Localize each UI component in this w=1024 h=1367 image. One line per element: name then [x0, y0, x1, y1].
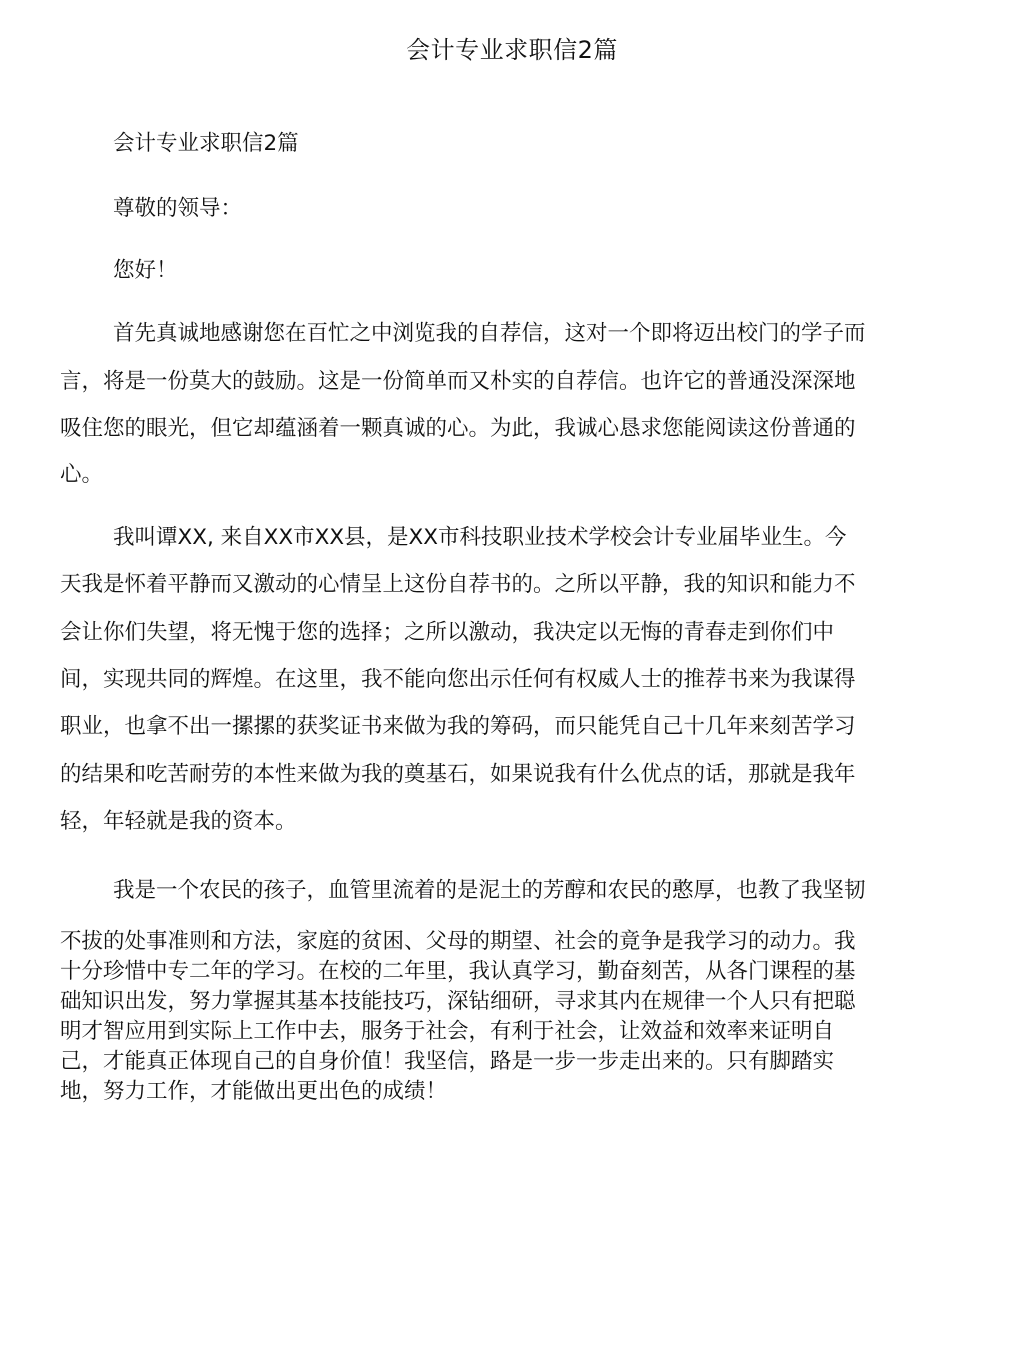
- document-title: 会计专业求职信2篇: [406, 36, 618, 64]
- paragraph-line: 础知识出发，努力掌握其基本技能技巧，深钻细研，寻求其内在规律一个人只有把聪: [60, 989, 856, 1014]
- paragraph-line: 轻，年轻就是我的资本。: [60, 809, 297, 834]
- paragraph-line: 明才智应用到实际上工作中去，服务于社会，有利于社会，让效益和效率来证明自: [60, 1019, 835, 1044]
- paragraph-line: 不拔的处事准则和方法，家庭的贫困、父母的期望、社会的竟争是我学习的动力。我: [60, 929, 856, 954]
- paragraph-line: 言，将是一份莫大的鼓励。这是一份简单而又朴实的自荐信。也许它的普通没深深地: [60, 369, 856, 394]
- paragraph-line: 己，才能真正体现自己的自身价值！我坚信，路是一步一步走出来的。只有脚踏实: [60, 1049, 835, 1074]
- paragraph-line: 会让你们失望，将无愧于您的选择；之所以激动，我决定以无悔的青春走到你们中: [60, 620, 835, 645]
- greeting: 您好！: [113, 258, 178, 283]
- paragraph-line: 心。: [60, 462, 104, 487]
- salutation: 尊敬的领导：: [113, 196, 243, 221]
- paragraph-line: 十分珍惜中专二年的学习。在校的二年里，我认真学习，勤奋刻苦，从各门课程的基: [60, 959, 856, 984]
- paragraph-line: 我叫谭XX, 来自XX市XX县，是XX市科技职业技术学校会计专业届毕业生。今: [113, 525, 847, 550]
- paragraph-line: 吸住您的眼光，但它却蕴涵着一颗真诚的心。为此，我诚心恳求您能阅读这份普通的: [60, 416, 856, 441]
- paragraph-line: 职业，也拿不出一摞摞的获奖证书来做为我的筹码，而只能凭自己十几年来刻苦学习: [60, 714, 856, 739]
- paragraph-line: 我是一个农民的孩子，血管里流着的是泥土的芳醇和农民的憨厚，也教了我坚韧: [113, 878, 866, 903]
- paragraph-line: 地，努力工作，才能做出更出色的成绩！: [60, 1079, 448, 1104]
- paragraph-line: 首先真诚地感谢您在百忙之中浏览我的自荐信，这对一个即将迈出校门的学子而: [113, 321, 866, 346]
- paragraph-line: 间，实现共同的辉煌。在这里，我不能向您出示任何有权威人士的推荐书来为我谋得: [60, 667, 856, 692]
- subtitle: 会计专业求职信2篇: [113, 131, 299, 156]
- paragraph-line: 天我是怀着平静而又激动的心情呈上这份自荐书的。之所以平静，我的知识和能力不: [60, 572, 856, 597]
- paragraph-line: 的结果和吃苦耐劳的本性来做为我的奠基石，如果说我有什么优点的话，那就是我年: [60, 762, 856, 787]
